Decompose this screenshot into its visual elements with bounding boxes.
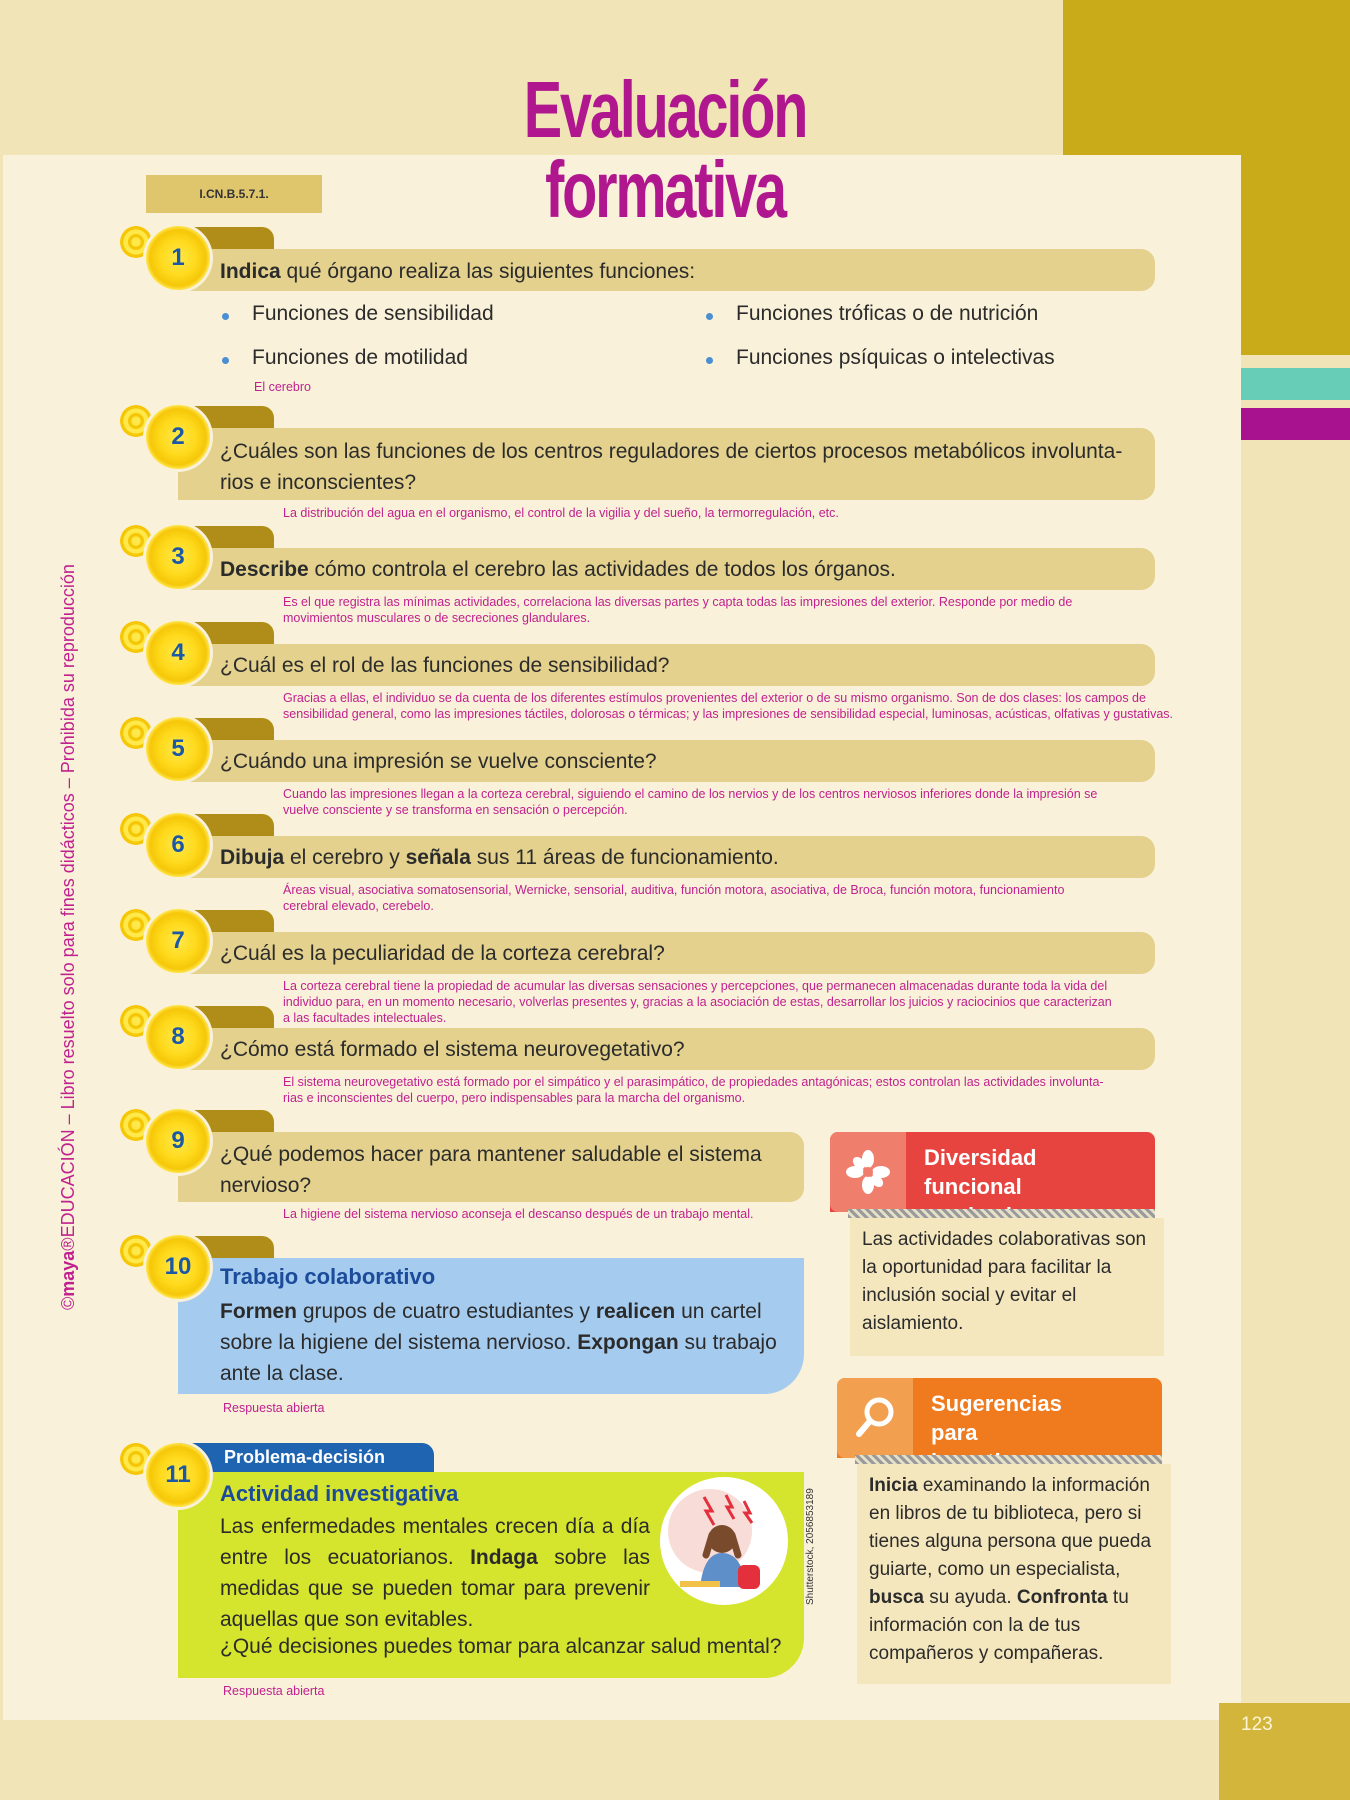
stripe-divider [848,1209,1155,1218]
stressed-student-illustration [660,1477,788,1605]
bullet-item: Funciones tróficas o de nutrición [736,302,1039,325]
question-number: 11 [146,1443,210,1507]
question-text: ¿Cuáles son las funciones de los centros reguladores de ciertos procesos metabólicos involunta- rios e inconscientes? [220,440,1123,494]
image-credit: Shutterstock, 2056853189 [805,1488,816,1605]
answer-text: El cerebro [254,380,311,394]
problem-decision-tab: Problema-decisión [178,1443,434,1473]
indicator-code-badge: I.CN.B.5.7.1. [146,175,322,213]
decorative-magenta-stripe [1241,408,1350,440]
research-activity-title: Actividad investigativa [220,1481,459,1506]
page-title: Evaluación formativa [523,65,807,234]
answer-text: Áreas visual, asociativa somatosensorial, Wernicke, sensorial, auditiva, función motora, asociativa, de Broca, función motora, funcionamiento cerebral elevado, cerebelo. [283,883,1065,913]
action-verb: Dibuja [220,846,285,869]
question-text: ¿Qué podemos hacer para mantener saludable el sistema nervioso? [220,1143,762,1197]
magnifier-icon [837,1378,913,1458]
question-text: Describe cómo controla el cerebro las actividades de todos los órganos. [220,558,896,581]
copyright-notice: EDUCACIÓN – Libro resuelto solo para fines didácticos – Prohibida su reproducción [58,564,78,1238]
question-number: 3 [146,525,210,589]
research-tips-card-title: Sugerencias para [931,1391,1062,1445]
question-number: 10 [146,1235,210,1299]
bottom-band [0,1720,1350,1800]
diversity-card-title: Diversidad funcional [924,1145,1037,1199]
answer-text: La higiene del sistema nervioso aconseja el descanso después de un trabajo mental. [283,1207,754,1221]
question-text: Indica qué órgano realiza las siguientes funciones: [220,260,696,283]
answer-text: Cuando las impresiones llegan a la corteza cerebral, siguiendo el camino de los nervios y de los centros nerviosos inferiores donde la impresión se vuelve consciente y se transforma en sensación o percepción. [283,787,1098,817]
answer-text: El sistema neurovegetativo está formado por el simpático y el parasimpático, de propiedades antagónicas; estos controlan las actividades involunta- rias e inconscientes del cuerpo, pero indispensables para la marcha del organismo. [283,1075,1104,1105]
stripe-divider [855,1455,1162,1464]
bullet-item: Funciones psíquicas o intelectivas [736,346,1055,369]
question-number: 8 [146,1005,210,1069]
question-number: 7 [146,909,210,973]
question-text: Dibuja el cerebro y señala sus 11 áreas de funcionamiento. [220,846,779,869]
collaborative-work-title: Trabajo colaborativo [220,1264,436,1289]
question-text: ¿Cuándo una impresión se vuelve consciente? [220,750,657,773]
bullet-item: Funciones de sensibilidad [252,302,494,325]
question-number: 1 [146,226,210,290]
answer-text: Gracias a ellas, el individuo se da cuenta de los diferentes estímulos provenientes del exterior o de su mismo organismo. Son de dos clases: los campos de sensibilidad general, como las impresiones táctiles, dolorosas o térmicas; y las impresiones de sensibilidad especial, luminosas, acústicas, olfativas y gustativas. [283,691,1174,721]
page-number: 123 [1241,1714,1273,1735]
action-verb: Describe [220,558,309,581]
action-verb: señala [405,846,471,869]
answer-text: La distribución del agua en el organismo, el control de la vigilia y del sueño, la termorregulación, etc. [283,506,839,520]
bullet-item: Funciones de motilidad [252,346,468,369]
collaborative-work-text: Formen grupos de cuatro estudiantes y realicen un cartel sobre la higiene del sistema nervioso. Expongan su trabajo ante la clase. [220,1300,777,1385]
question-number: 2 [146,405,210,469]
decorative-teal-stripe [1241,368,1350,400]
question-text: ¿Cómo está formado el sistema neurovegetativo? [220,1038,685,1061]
action-verb: Indica [220,260,281,283]
question-number: 4 [146,621,210,685]
asterisk-flower-icon [830,1132,906,1212]
registered-mark: ® [58,1237,78,1251]
question-number: 6 [146,813,210,877]
question-text: ¿Cuál es el rol de las funciones de sensibilidad? [220,654,670,677]
copyright-symbol: © [58,1296,78,1310]
question-number: 5 [146,717,210,781]
research-activity-text: Las enfermedades mentales crecen día a día entre los ecuatorianos. Indaga sobre las medidas que se pueden tomar para prevenir aquellas que son evitables. [220,1515,650,1631]
research-activity-question: ¿Qué decisiones puedes tomar para alcanzar salud mental? [220,1635,782,1658]
copyright-side-text [58,460,82,1310]
question-number: 9 [146,1109,210,1173]
answer-text: Respuesta abierta [223,1401,325,1415]
diversity-card-body: Las actividades colaborativas son la oportunidad para facilitar la inclusión social y evitar el aislamiento. [850,1218,1164,1356]
answer-text: Respuesta abierta [223,1684,325,1698]
answer-text: Es el que registra las mínimas actividades, correlaciona las diversas partes y capta todas las impresiones del exterior. Responde por medio de movimientos musculares o de secreciones glandulares. [283,595,1073,625]
answer-text: La corteza cerebral tiene la propiedad de acumular las diversas sensaciones y percepciones, que permanecen almacenadas durante toda la vida del individuo para, en un momento necesario, volverlas presentes y, gracias a la asociación de estas, desarrollar los juicios y raciocinios que caracterizan a las facultades intelectuales. [283,979,1112,1025]
research-tips-card-body: Inicia examinando la información en libros de tu biblioteca, pero si tienes alguna persona que pueda guiarte, como un especialista, busca su ayuda. Confronta tu información con la de tus compañeros y compañeras. [857,1464,1171,1684]
stressed-student-icon [660,1477,788,1605]
brand-name: maya [58,1250,78,1297]
question-text: ¿Cuál es la peculiaridad de la corteza cerebral? [220,942,665,965]
